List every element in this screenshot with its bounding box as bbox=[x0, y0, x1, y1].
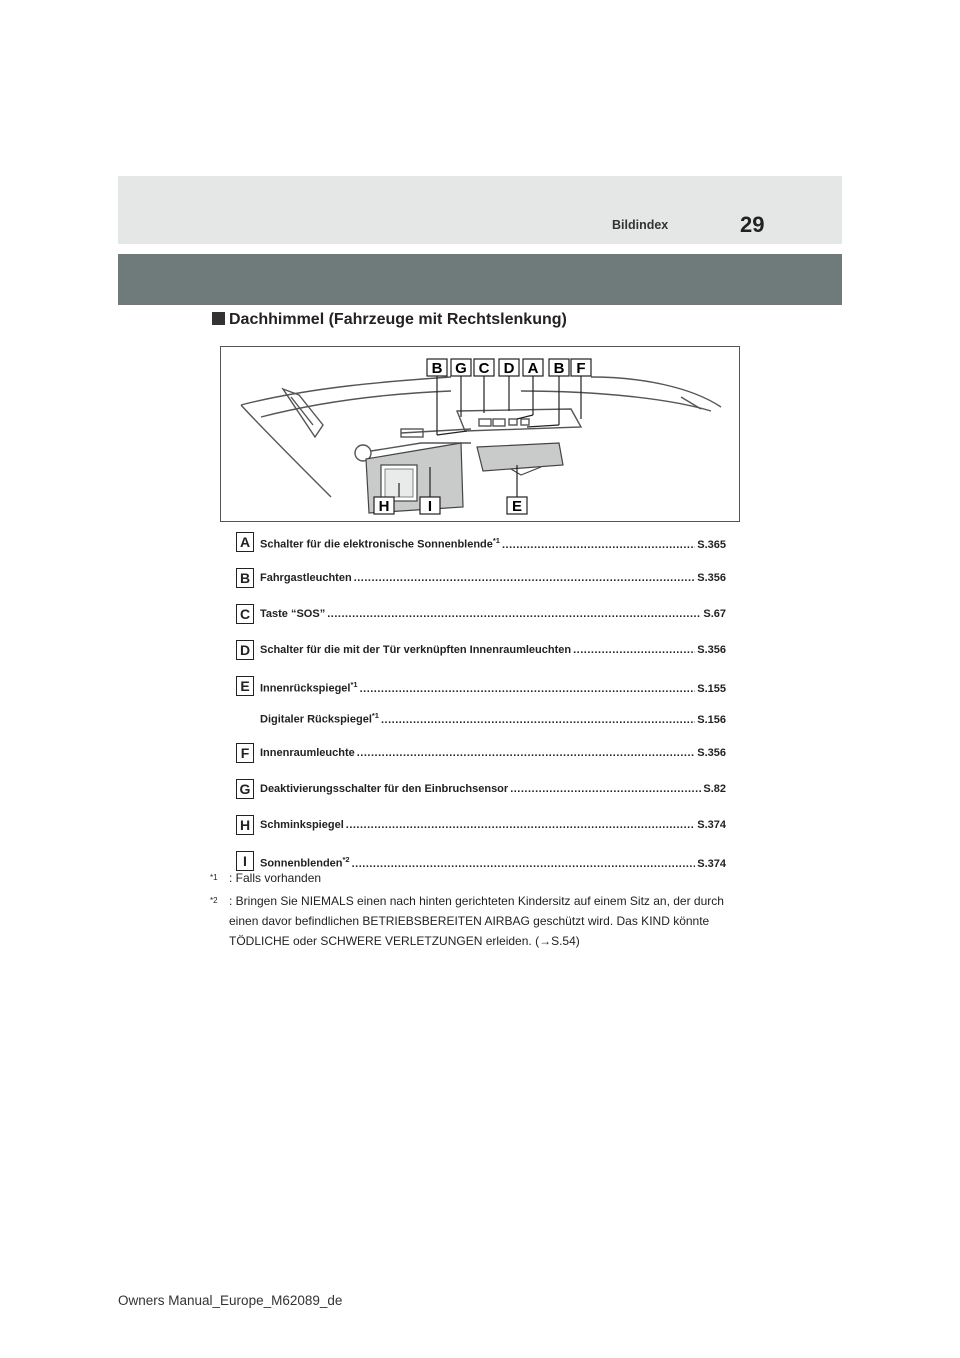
item-footnote-mark: *1 bbox=[350, 680, 358, 689]
item-footnote-mark: *1 bbox=[371, 711, 379, 720]
page-reference-link[interactable]: S.365 bbox=[697, 538, 726, 551]
leader-dots bbox=[327, 608, 701, 620]
list-item-e-digital bbox=[236, 705, 726, 741]
item-badge: D bbox=[236, 640, 254, 660]
page-reference-link[interactable]: S.82 bbox=[703, 783, 726, 795]
list-item-e bbox=[236, 674, 726, 705]
page-reference-link[interactable]: S.356 bbox=[697, 644, 726, 656]
list-item-g bbox=[236, 777, 726, 813]
footnote-marker: *2 bbox=[210, 896, 218, 905]
roof-drawing bbox=[221, 347, 739, 521]
list-item-c bbox=[236, 602, 726, 638]
item-label: Innenrückspiegel bbox=[260, 682, 351, 695]
item-footnote-mark: *2 bbox=[342, 855, 350, 864]
heading-square-icon bbox=[212, 312, 225, 325]
fig-label-h: H bbox=[378, 498, 390, 515]
page-reference-link[interactable]: S.356 bbox=[697, 572, 726, 584]
list-item-d bbox=[236, 638, 726, 674]
item-label: Sonnenblenden bbox=[260, 857, 343, 870]
list-item-h bbox=[236, 813, 726, 849]
item-badge: C bbox=[236, 604, 254, 624]
item-label: Schalter für die mit der Tür verknüpften Innenraumleuchten bbox=[260, 644, 572, 656]
leader-dots bbox=[357, 747, 696, 759]
footnote-text: : Bringen Sie NIEMALS einen nach hinten gerichteten Kindersitz auf einem Sitz an, der durch einen davor befindlichen BETRIEBSBEREITEN AIRBAG geschützt wird. Das KIND könnte TÖDLICHE oder SCHWERE VERLETZUNGEN erleiden. (→S.54) bbox=[229, 894, 724, 948]
item-badge: B bbox=[236, 568, 254, 588]
leader-dots bbox=[502, 539, 695, 551]
section-band bbox=[118, 254, 842, 305]
page-reference-link[interactable]: S.374 bbox=[697, 819, 726, 831]
component-list bbox=[236, 530, 726, 885]
leader-dots bbox=[381, 714, 695, 726]
page-reference-link[interactable]: S.155 bbox=[697, 682, 726, 695]
item-badge: A bbox=[236, 532, 254, 552]
fig-label-c: C bbox=[478, 360, 490, 377]
leader-dots bbox=[346, 819, 695, 831]
footnotes bbox=[210, 868, 750, 951]
fig-label-i: I bbox=[427, 498, 433, 515]
item-label: Schalter für die elektronische Sonnenblende bbox=[260, 538, 493, 551]
page-reference-link[interactable]: S.374 bbox=[697, 857, 726, 870]
leader-dots bbox=[354, 572, 696, 584]
leader-dots bbox=[360, 683, 696, 695]
item-badge: G bbox=[236, 779, 254, 799]
footnote-text: : Falls vorhanden bbox=[229, 871, 322, 885]
fig-label-b2: B bbox=[553, 360, 565, 377]
list-item-a bbox=[236, 530, 726, 566]
item-badge: H bbox=[236, 815, 254, 835]
item-badge: I bbox=[236, 851, 254, 871]
item-label: Taste “SOS” bbox=[260, 608, 326, 620]
roof-illustration bbox=[220, 346, 740, 522]
section-title: Bildindex bbox=[612, 218, 669, 232]
page-reference-link[interactable]: S.67 bbox=[703, 608, 726, 620]
page-reference-link[interactable]: S.356 bbox=[697, 747, 726, 759]
fig-label-e: E bbox=[511, 498, 523, 515]
fig-label-f: F bbox=[576, 360, 586, 377]
leader-dots bbox=[510, 783, 701, 795]
fig-label-g: G bbox=[455, 360, 467, 377]
item-footnote-mark: *1 bbox=[492, 536, 500, 545]
item-label: Schminkspiegel bbox=[260, 819, 344, 831]
item-label: Innenraumleuchte bbox=[260, 747, 355, 759]
page-number: 29 bbox=[740, 212, 765, 237]
item-badge: F bbox=[236, 743, 254, 763]
header-band bbox=[118, 176, 842, 244]
footnote-1 bbox=[210, 868, 750, 891]
leader-dots bbox=[573, 644, 695, 656]
item-label: Deaktivierungsschalter für den Einbruchsensor bbox=[260, 783, 509, 795]
footnote-marker: *1 bbox=[210, 873, 218, 882]
page-reference-link[interactable]: S.156 bbox=[697, 713, 726, 726]
page-heading bbox=[212, 311, 567, 329]
fig-label-a: A bbox=[527, 360, 539, 377]
item-label: Digitaler Rückspiegel bbox=[260, 713, 372, 726]
item-badge: E bbox=[236, 676, 254, 696]
item-label: Fahrgastleuchten bbox=[260, 572, 352, 584]
footnote-2 bbox=[210, 891, 750, 951]
list-item-b bbox=[236, 566, 726, 602]
fig-label-d: D bbox=[503, 360, 515, 377]
list-item-f bbox=[236, 741, 726, 777]
page-footer: Owners Manual_Europe_M62089_de bbox=[118, 1293, 343, 1308]
heading-text: Dachhimmel (Fahrzeuge mit Rechtslenkung) bbox=[229, 311, 567, 328]
fig-label-b1: B bbox=[431, 360, 443, 377]
